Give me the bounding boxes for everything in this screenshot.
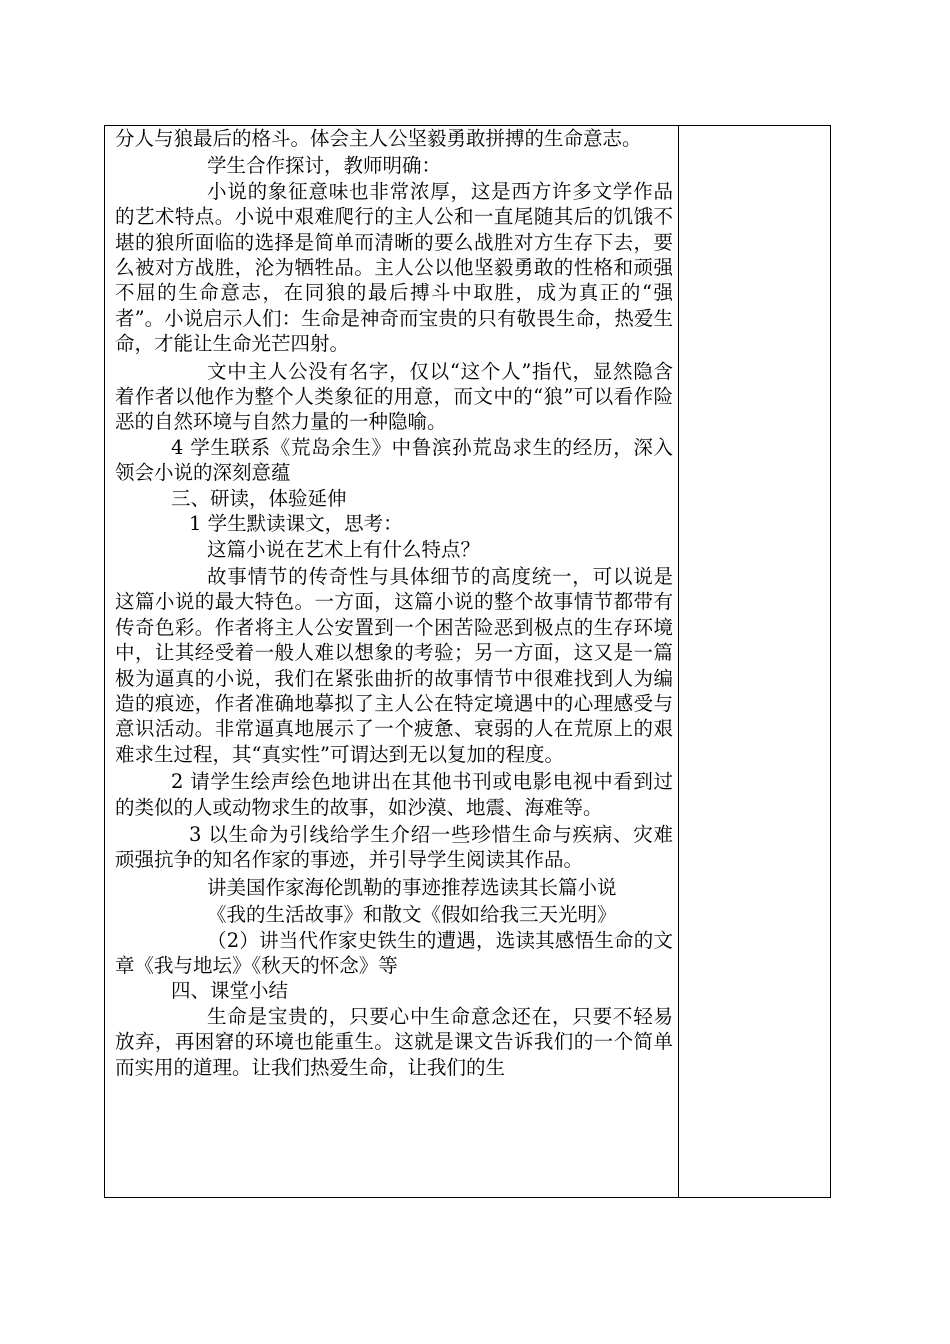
section-heading: 四、课堂小结	[171, 979, 289, 1003]
paragraph: （2）讲当代作家史铁生的遭遇，选读其感悟生命的文章《我与地坛》《秋天的怀念》等	[115, 928, 673, 977]
paragraph: 生命是宝贵的，只要心中生命意念还在，只要不轻易放弃，再困窘的环境也能重生。这就是课文告诉我们的一个简单而实用的道理。让我们热爱生命，让我们的生	[115, 1004, 673, 1079]
paragraph: 分人与狼最后的格斗。体会主人公坚毅勇敢拼搏的生命意志。	[115, 127, 642, 150]
paragraph: 这篇小说在艺术上有什么特点？	[207, 537, 481, 561]
paragraph: 讲美国作家海伦凯勒的事迹推荐选读其长篇小说	[207, 875, 617, 899]
paragraph: 1 学生默读课文，思考：	[189, 512, 403, 536]
paragraph: 3 以生命为引线给学生介绍一些珍惜生命与疾病、灾难顽强抗争的知名作家的事迹，并引导学生阅读其作品。	[115, 822, 673, 872]
paragraph: 小说的象征意味也非常浓厚，这是西方许多文学作品的艺术特点。小说中艰难爬行的主人公和一直尾随其后的饥饿不堪的狼所面临的选择是简单而清晰的要么战胜对方生存下去，要么被对方战胜，沦为牺牲品。主人公以他坚毅勇敢的性格和顽强不屈的生命意志，在同狼的最后搏斗中取胜，成为真正的“强者”。小说启示人们：生命是神奇而宝贵的只有敬畏生命，热爱生命，才能让生命光芒四射。	[115, 179, 673, 356]
paragraph: 4 学生联系《荒岛余生》中鲁滨孙荒岛求生的经历，深入领会小说的深刻意蕴	[115, 435, 673, 485]
lesson-content-cell	[115, 126, 673, 1080]
lesson-table	[104, 125, 831, 1198]
paragraph: 《我的生活故事》和散文《假如给我三天光明》	[207, 903, 617, 927]
notes-cell	[679, 126, 830, 1197]
paragraph: 文中主人公没有名字，仅以“这个人”指代，显然隐含着作者以他作为整个人类象征的用意，而文中的“狼”可以看作险恶的自然环境与自然力量的一种隐喻。	[115, 359, 673, 434]
paragraph: 故事情节的传奇性与具体细节的高度统一，可以说是这篇小说的最大特色。一方面，这篇小说的整个故事情节都带有传奇色彩。作者将主人公安置到一个困苦险恶到极点的生存环境中，让其经受着一般人难以想象的考验；另一方面，这又是一篇极为逼真的小说，我们在紧张曲折的故事情节中很难找到人为编造的痕迹，作者准确地摹拟了主人公在特定境遇中的心理感受与意识活动。非常逼真地展示了一个疲惫、衰弱的人在荒原上的艰难求生过程，其“真实性”可谓达到无以复加的程度。	[115, 564, 673, 766]
paragraph: 学生合作探讨，教师明确：	[207, 154, 442, 178]
paragraph: 2 请学生绘声绘色地讲出在其他书刊或电影电视中看到过的类似的人或动物求生的故事，如沙漠、地震、海难等。	[115, 770, 673, 819]
section-heading: 三、研读，体验延伸	[171, 486, 347, 510]
